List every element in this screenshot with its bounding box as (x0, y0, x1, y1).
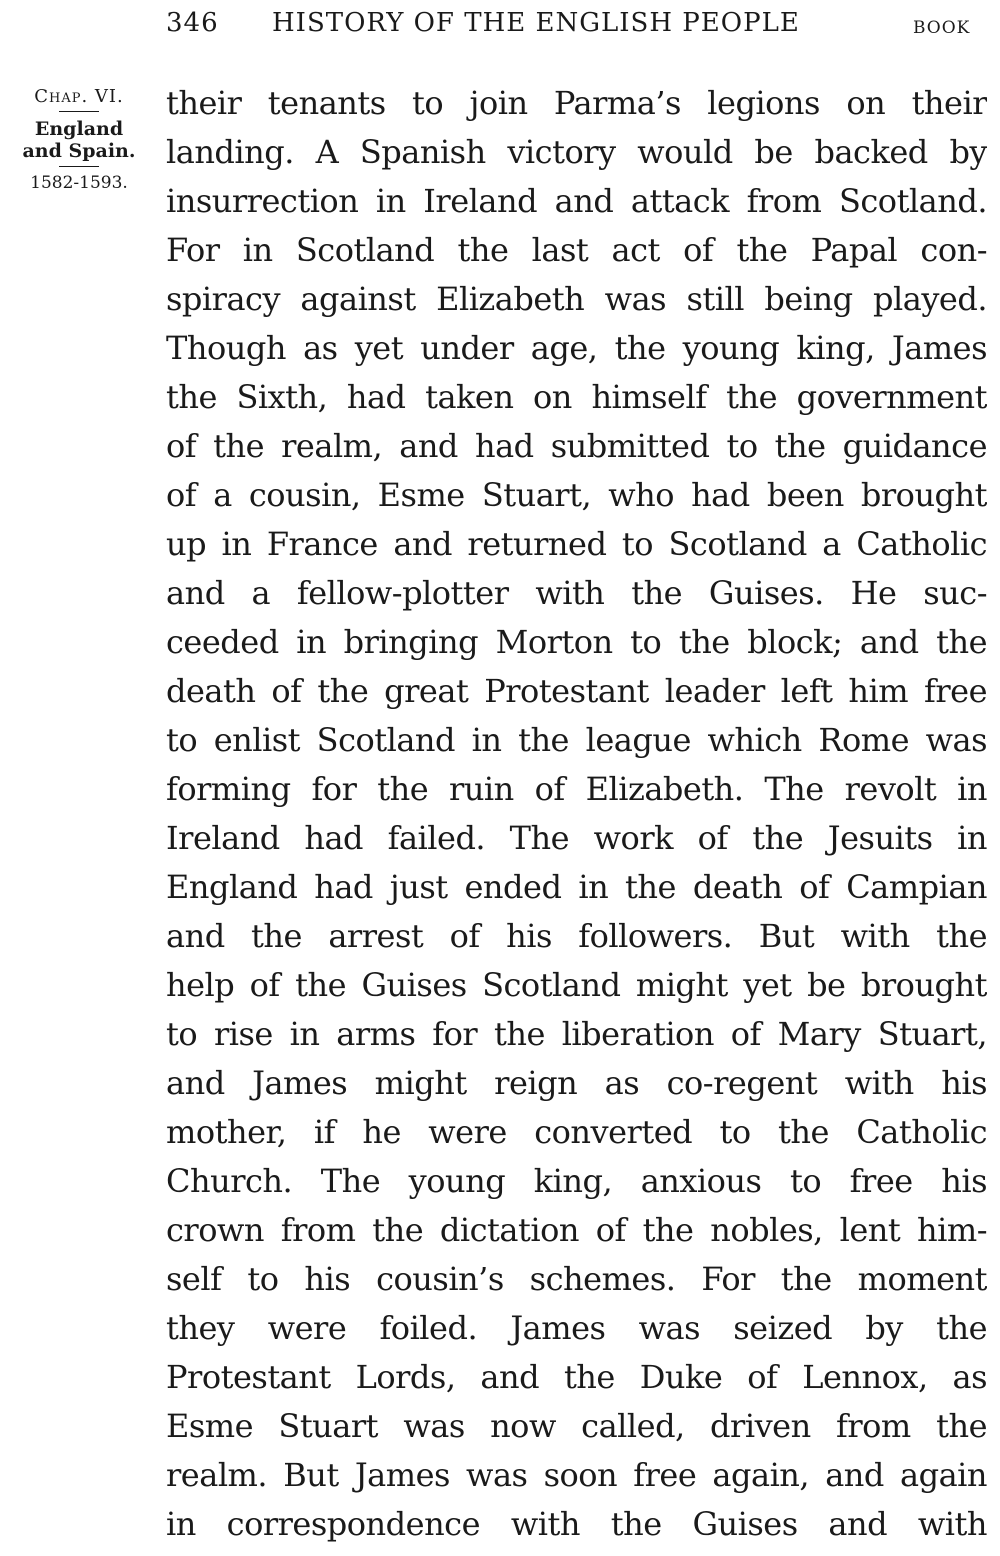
text-line: help of the Guises Scotland might yet be brought (166, 966, 987, 1004)
text-line: and a fellow-plotter with the Guises. He suc- (166, 574, 987, 612)
book-label: BOOK (913, 18, 971, 38)
body-text (166, 79, 987, 1549)
sidenote-divider (59, 166, 99, 167)
text-line: ceeded in bringing Morton to the block; and the (166, 623, 987, 661)
running-title: HISTORY OF THE ENGLISH PEOPLE (272, 8, 800, 38)
text-line: the Sixth, had taken on himself the government (166, 378, 987, 416)
text-line: forming for the ruin of Elizabeth. The revolt in (166, 770, 987, 808)
page-number: 346 (166, 8, 219, 38)
text-line: spiracy against Elizabeth was still being played. (166, 280, 987, 318)
section-title-line-2: and Spain. (22, 140, 136, 162)
text-line: England had just ended in the death of Campian (166, 868, 987, 906)
text-line: Though as yet under age, the young king, James (166, 329, 987, 367)
text-line: mother, if he were converted to the Catholic (166, 1113, 987, 1151)
text-line: they were foiled. James was seized by the (166, 1309, 987, 1347)
margin-sidenote (8, 86, 150, 193)
text-line: Ireland had failed. The work of the Jesuits in (166, 819, 987, 857)
text-line: in correspondence with the Guises and with (166, 1505, 987, 1543)
text-line: Protestant Lords, and the Duke of Lennox, as (166, 1358, 987, 1396)
text-line: to rise in arms for the liberation of Mary Stuart, (166, 1015, 987, 1053)
text-line: of the realm, and had submitted to the guidance (166, 427, 987, 465)
text-line: and the arrest of his followers. But with the (166, 917, 987, 955)
sidenote-divider (59, 111, 99, 112)
text-line: crown from the dictation of the nobles, lent him- (166, 1211, 987, 1249)
text-line: their tenants to join Parma’s legions on their (166, 84, 987, 122)
text-line: of a cousin, Esme Stuart, who had been brought (166, 476, 987, 514)
text-line: insurrection in Ireland and attack from Scotland. (166, 182, 987, 220)
text-line: death of the great Protestant leader left him free (166, 672, 987, 710)
text-line: landing. A Spanish victory would be backed by (166, 133, 987, 171)
text-line: realm. But James was soon free again, and again (166, 1456, 987, 1494)
date-range: 1582-1593. (30, 173, 128, 193)
text-line: self to his cousin’s schemes. For the moment (166, 1260, 987, 1298)
text-line: and James might reign as co-regent with his (166, 1064, 987, 1102)
section-title-line-1: England (34, 118, 124, 140)
page-header (0, 4, 1000, 48)
chapter-label: Chap. VI. (34, 86, 124, 107)
text-line: For in Scotland the last act of the Papal con- (166, 231, 987, 269)
text-line: Esme Stuart was now called, driven from the (166, 1407, 987, 1445)
text-line: up in France and returned to Scotland a Catholic (166, 525, 987, 563)
text-line: to enlist Scotland in the league which Rome was (166, 721, 987, 759)
text-line: Church. The young king, anxious to free his (166, 1162, 987, 1200)
